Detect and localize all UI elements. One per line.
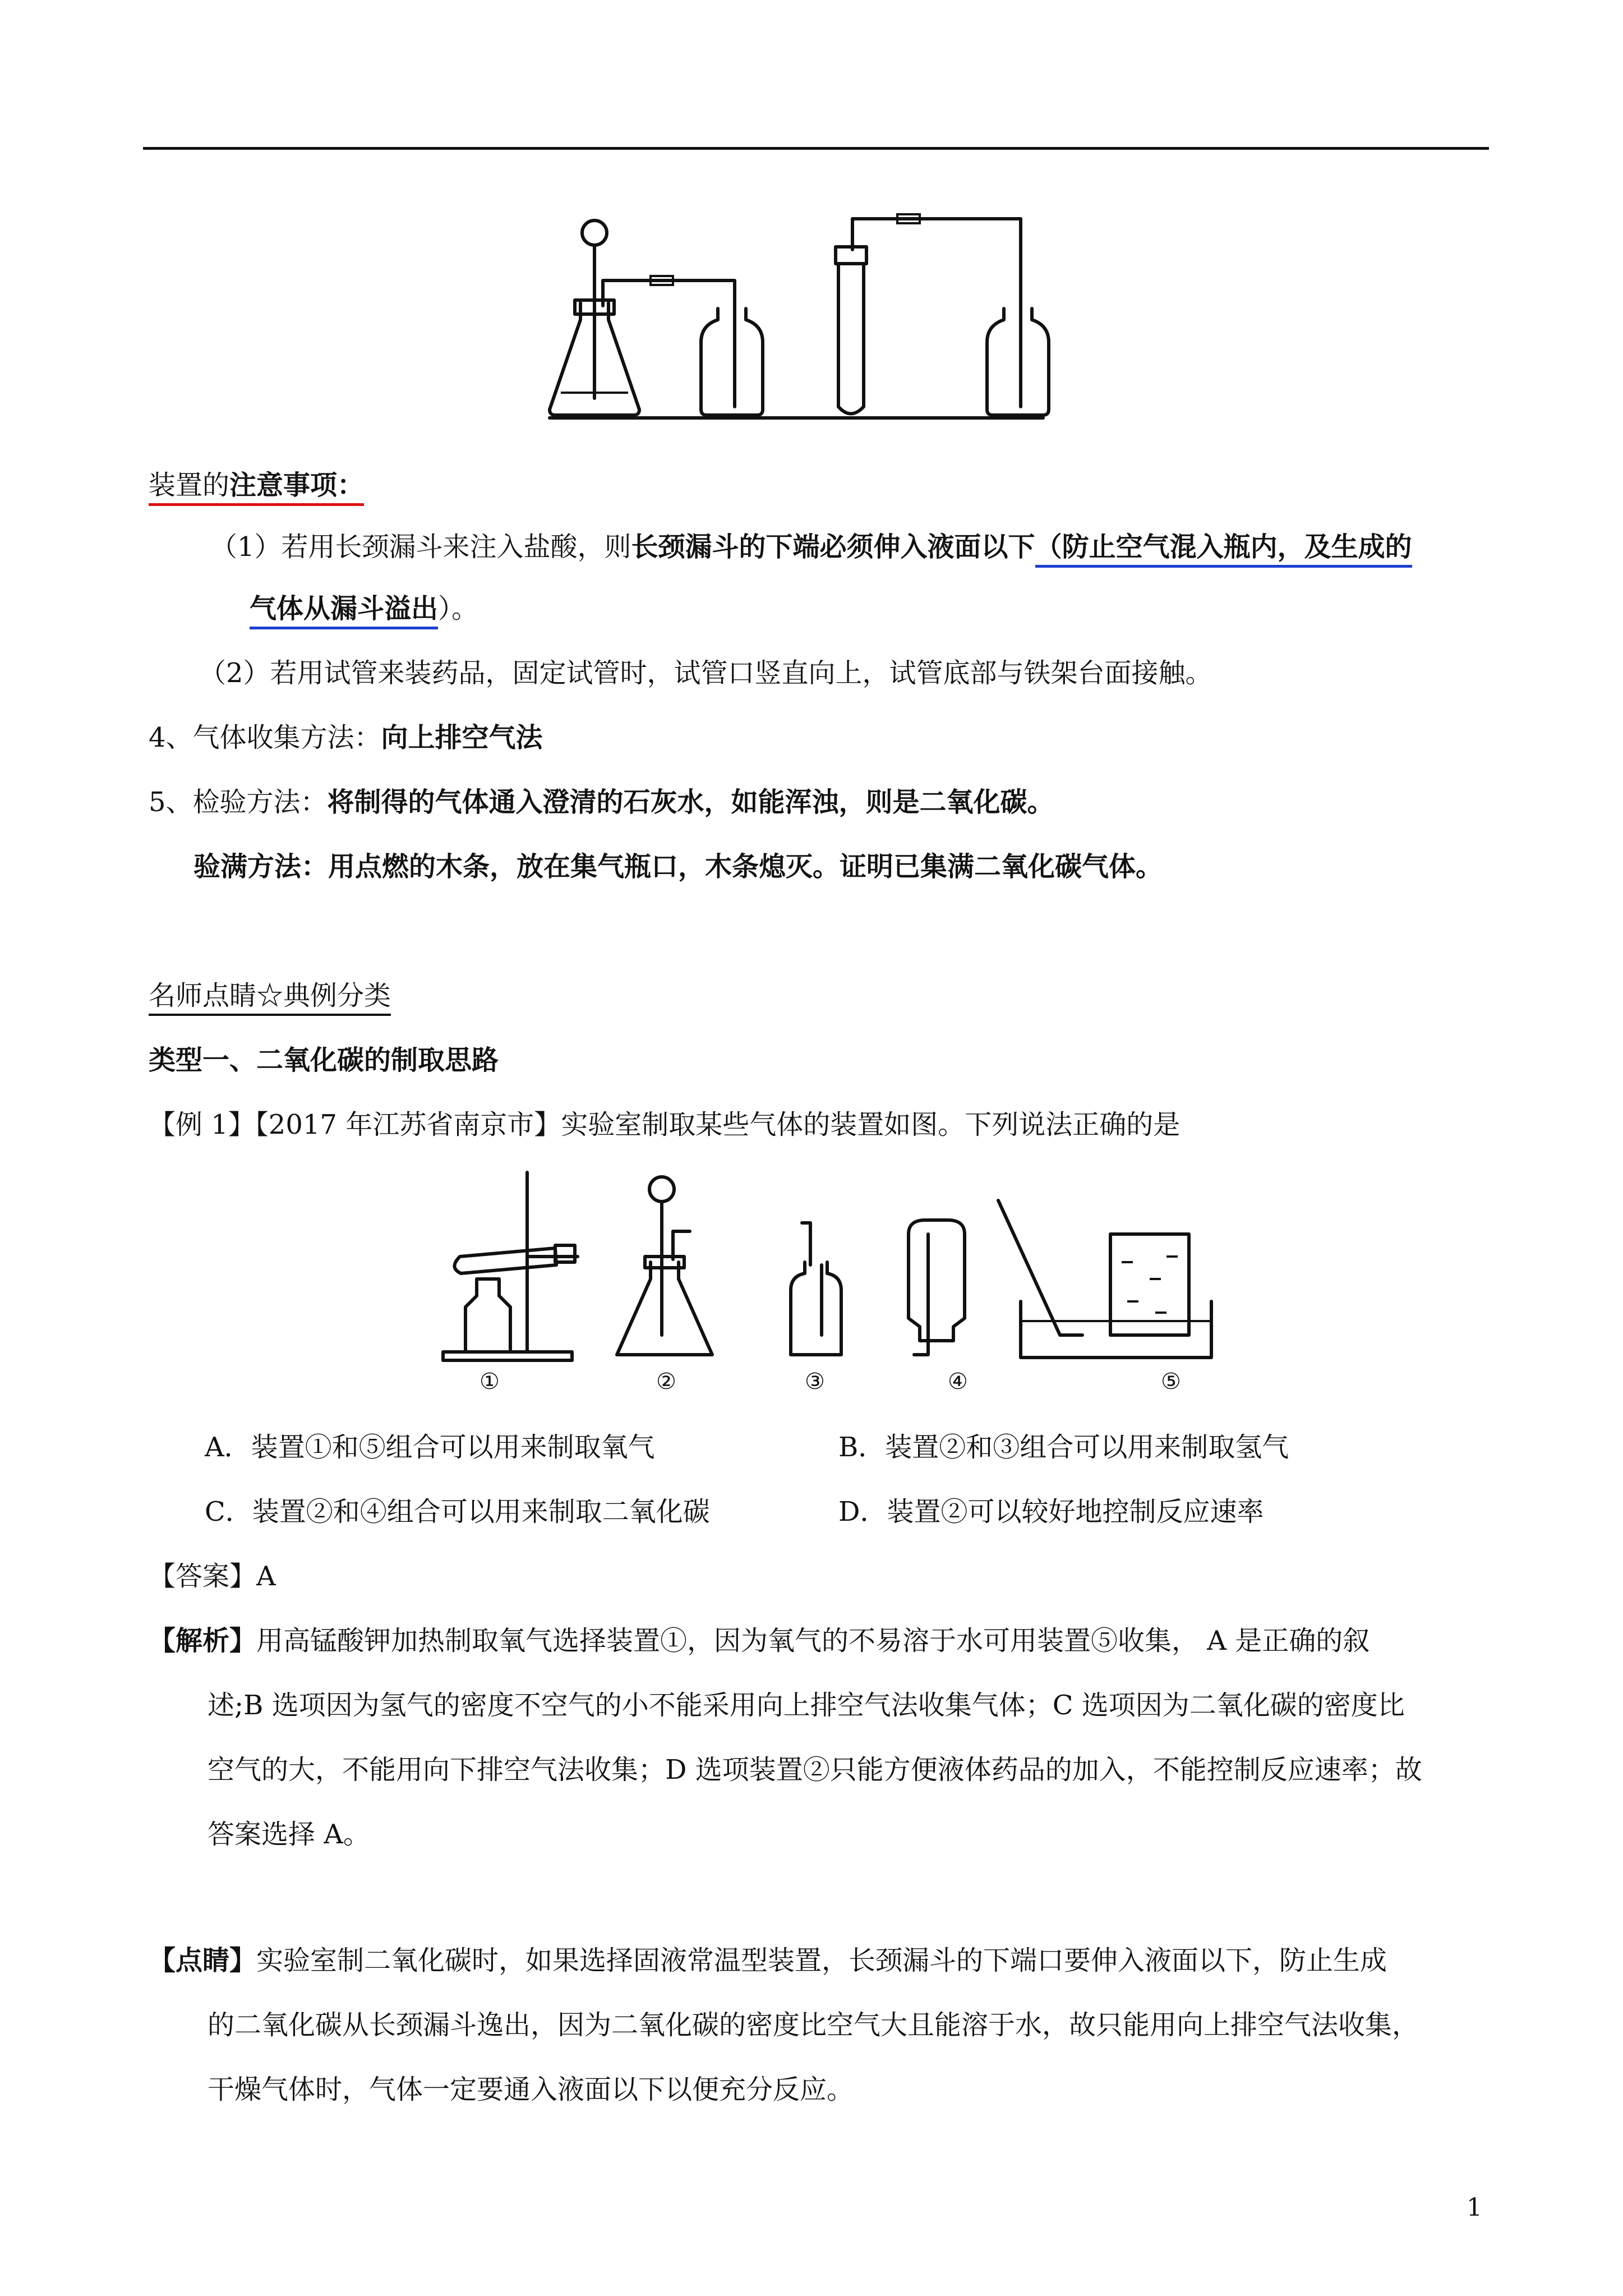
notes-heading [149, 468, 364, 502]
item-5-value: 将制得的气体通入澄清的石灰水，如能浑浊，则是二氧化碳。 [327, 786, 1054, 818]
type-1-heading: 类型一、二氧化碳的制取思路 [149, 1045, 499, 1076]
item-4-value: 向上排空气法 [381, 722, 543, 753]
apparatus-label-3: ③ [805, 1369, 825, 1395]
option-b: B．装置②和③组合可以用来制取氢气 [838, 1432, 1289, 1463]
tip-line-1 [149, 1944, 1387, 1977]
note-1-line-1 [210, 530, 1412, 564]
note-2: （2）若用试管来装药品，固定试管时，试管口竖直向上，试管底部与铁架台面接触。 [199, 657, 1212, 689]
apparatus-options-figure [426, 1167, 1267, 1419]
section-title [149, 979, 391, 1013]
notes-heading-bold: 注意事项： [229, 470, 365, 501]
analysis-label: 【解析】 [149, 1625, 257, 1657]
item-5-label: 5、检验方法： [149, 786, 328, 818]
apparatus-label-2: ② [656, 1369, 676, 1395]
analysis-line-4: 答案选择 A。 [208, 1819, 370, 1850]
tip-line-1-text: 实验室制二氧化碳时，如果选择固液常温型装置，长颈漏斗的下端口要伸入液面以下，防止生成 [256, 1945, 1387, 1976]
analysis-line-1-text: 用高锰酸钾加热制取氧气选择装置①，因为氧气的不易溶于水可用装置⑤收集， A 是正确的叙 [256, 1625, 1370, 1657]
tip-label: 【点睛】 [149, 1945, 257, 1976]
note-1-bold: 长颈漏斗的下端必须伸入液面以下 [631, 531, 1035, 563]
item-5 [149, 785, 1054, 819]
note-1-paren-a: （防止空气混入瓶内，及生成的 [1035, 531, 1412, 568]
analysis-line-2: 述;B 选项因为氢气的密度不空气的小不能采用向上排空气法收集气体；C 选项因为二氧化碳的密度比 [208, 1690, 1405, 1721]
tip-line-3: 干燥气体时，气体一定要通入液面以下以便充分反应。 [208, 2074, 854, 2105]
notes-heading-prefix: 装置的 [149, 470, 230, 501]
analysis-line-1 [149, 1624, 1370, 1658]
option-d: D．装置②可以较好地控制反应速率 [838, 1496, 1264, 1527]
tip-line-2: 的二氧化碳从长颈漏斗逸出，因为二氧化碳的密度比空气大且能溶于水，故只能用向上排空气法收集， [208, 2009, 1419, 2041]
note-1-line-2 [250, 592, 478, 625]
page-number: 1 [1467, 2193, 1482, 2222]
answer: 【答案】A [149, 1561, 276, 1592]
option-c: C．装置②和④组合可以用来制取二氧化碳 [205, 1496, 710, 1527]
analysis-line-3: 空气的大，不能用向下排空气法收集；D 选项装置②只能方便液体药品的加入，不能控制反应速率；故 [208, 1754, 1422, 1786]
note-1-tail: ）。 [438, 593, 479, 624]
apparatus-label-5: ⑤ [1161, 1369, 1181, 1395]
item-4 [149, 721, 543, 754]
example-1: 【例 1】【2017 年江苏省南京市】实验室制取某些气体的装置如图。下列说法正确的是 [149, 1109, 1181, 1140]
full-check-method: 验满方法：用点燃的木条，放在集气瓶口，木条熄灭。证明已集满二氧化碳气体。 [193, 851, 1163, 882]
apparatus-label-1: ① [479, 1369, 500, 1395]
top-rule [143, 147, 1489, 150]
apparatus-label-4: ④ [948, 1369, 968, 1395]
option-a: A．装置①和⑤组合可以用来制取氧气 [205, 1432, 655, 1463]
item-4-label: 4、气体收集方法： [149, 722, 381, 753]
co2-apparatus-figure [538, 208, 1077, 426]
section-title-text: 名师点睛☆典例分类 [149, 980, 391, 1016]
note-1-paren-b: 气体从漏斗溢出 [250, 593, 438, 629]
note-1-lead: （1）若用长颈漏斗来注入盐酸，则 [210, 531, 631, 563]
